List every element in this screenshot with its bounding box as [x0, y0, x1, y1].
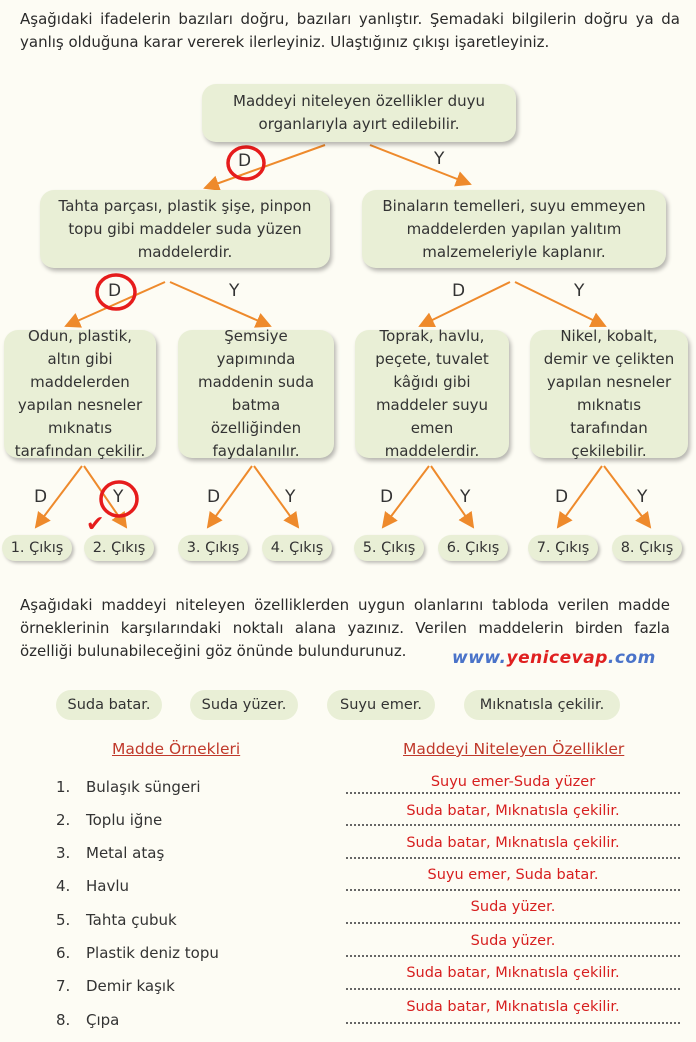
row-item: Demir kaşık	[86, 977, 175, 995]
row-answer[interactable]: Suda batar, Mıknatısla çekilir.	[406, 965, 620, 981]
tree-root-node: Maddeyi niteleyen özellikler duyu organlarıyla ayırt edilebilir.	[202, 84, 516, 142]
label-left-y: Y	[229, 281, 240, 301]
dotted-line	[346, 1021, 680, 1024]
row-item: Toplu iğne	[86, 811, 163, 829]
label-right-d: D	[452, 281, 466, 301]
tree-node-right: Binaların temelleri, suyu emmeyen maddelerden yapılan yalıtım malzemeleriyle kaplanır.	[362, 190, 666, 268]
row-item: Çıpa	[86, 1011, 120, 1029]
exit-8[interactable]: 8. Çıkış	[612, 535, 682, 561]
row-item: Bulaşık süngeri	[86, 778, 201, 796]
label-exit-1-d: D	[34, 487, 48, 507]
label-exit-5-d: D	[380, 487, 394, 507]
tree-node-l3-2: Şemsiye yapımında maddenin suda batma özelliğinden faydalanılır.	[178, 330, 334, 458]
label-exit-6-y: Y	[460, 487, 471, 507]
row-answer[interactable]: Suda batar, Mıknatısla çekilir.	[406, 999, 620, 1015]
row-item: Tahta çubuk	[86, 911, 177, 929]
tree-node-l3-4: Nikel, kobalt, demir ve çelikten yapılan nesneler mıknatıs tarafından çekilebilir.	[530, 330, 688, 458]
instructions-paragraph-2: Aşağıdaki maddeyi niteleyen özelliklerden uygun olanlarını tabloda verilen madde örneklerinin karşılarındaki noktalı alana yazınız. Verilen maddelerin birden fazla özelliği bulunabileceğini göz önünde bulundurunuz.	[20, 596, 670, 660]
exit-4[interactable]: 4. Çıkış	[262, 535, 332, 561]
dotted-line	[346, 954, 680, 957]
tree-node-l3-3: Toprak, havlu, peçete, tuvalet kâğıdı gibi maddeler suyu emen maddelerdir.	[355, 330, 509, 458]
arrow-left-y	[170, 282, 270, 326]
row-number: 5.	[56, 911, 71, 929]
row-number: 8.	[56, 1011, 71, 1029]
property-chip-magnetic: Mıknatısla çekilir.	[464, 690, 620, 720]
row-answer[interactable]: Suda batar, Mıknatısla çekilir.	[406, 835, 620, 851]
dotted-line	[346, 888, 680, 891]
watermark-prefix: www.	[452, 648, 507, 668]
row-item: Havlu	[86, 877, 130, 895]
row-answer[interactable]: Suda batar, Mıknatısla çekilir.	[406, 803, 620, 819]
label-exit-2-y: Y	[113, 487, 124, 507]
watermark-brand: yenicevap	[506, 648, 608, 668]
row-number: 3.	[56, 844, 71, 862]
row-number: 7.	[56, 977, 71, 995]
watermark	[452, 648, 656, 668]
dotted-line	[346, 921, 680, 924]
row-answer[interactable]: Suyu emer-Suda yüzer	[430, 774, 596, 790]
dotted-line	[346, 856, 680, 859]
exit-2[interactable]: 2. Çıkış	[84, 535, 154, 561]
exit-6[interactable]: 6. Çıkış	[438, 535, 508, 561]
row-answer[interactable]: Suda yüzer.	[470, 899, 556, 915]
label-exit-7-d: D	[555, 487, 569, 507]
dotted-line	[346, 791, 680, 794]
table-header-properties: Maddeyi Niteleyen Özellikler	[403, 740, 625, 758]
row-number: 6.	[56, 944, 71, 962]
exit-3[interactable]: 3. Çıkış	[178, 535, 248, 561]
exit-7[interactable]: 7. Çıkış	[528, 535, 598, 561]
row-answer[interactable]: Suda yüzer.	[470, 933, 556, 949]
label-root-y: Y	[434, 149, 445, 169]
label-exit-4-y: Y	[285, 487, 296, 507]
tree-node-l3-1: Odun, plastik, altın gibi maddelerden yapılan nesneler mıknatıs tarafından çekilir.	[4, 330, 156, 458]
row-item: Metal ataş	[86, 844, 165, 862]
watermark-suffix: .com	[607, 648, 656, 668]
label-exit-8-y: Y	[637, 487, 648, 507]
property-chip-absorbs: Suyu emer.	[327, 690, 435, 720]
property-chip-sinks: Suda batar.	[56, 690, 162, 720]
row-number: 2.	[56, 811, 71, 829]
instructions-paragraph: Aşağıdaki ifadelerin bazıları doğru, bazıları yanlıştır. Şemadaki bilgilerin doğru ya da yanlış olduğuna karar vererek ilerleyiniz. Ulaştığınız çıkışı işaretleyiniz.	[20, 10, 680, 51]
tree-node-left: Tahta parçası, plastik şişe, pinpon topu gibi maddeler suda yüzen maddelerdir.	[40, 190, 330, 268]
label-left-d: D	[108, 281, 122, 301]
row-number: 4.	[56, 877, 71, 895]
table-header-items: Madde Örnekleri	[112, 740, 241, 758]
label-root-d: D	[238, 151, 252, 171]
label-right-y: Y	[574, 281, 585, 301]
exit-1[interactable]: 1. Çıkış	[2, 535, 72, 561]
row-answer[interactable]: Suyu emer, Suda batar.	[427, 867, 599, 883]
dotted-line	[346, 987, 680, 990]
exit-5[interactable]: 5. Çıkış	[354, 535, 424, 561]
arrow-root-y	[370, 145, 470, 184]
property-chip-floats: Suda yüzer.	[190, 690, 298, 720]
arrow-right-y	[515, 282, 605, 326]
dotted-line	[346, 823, 680, 826]
check-mark-icon: ✔	[86, 512, 105, 537]
row-number: 1.	[56, 778, 71, 796]
row-item: Plastik deniz topu	[86, 944, 219, 962]
label-exit-3-d: D	[207, 487, 221, 507]
